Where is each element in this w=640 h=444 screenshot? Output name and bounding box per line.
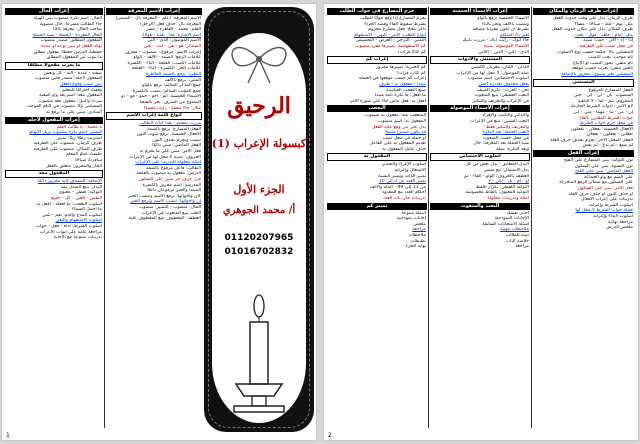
text-line: نون التوكيد: يبنى المضارع على الفتح bbox=[563, 158, 633, 164]
p2-left-column bbox=[327, 7, 427, 428]
text-line: تنبيه للطالب bbox=[505, 233, 529, 238]
text-line: مبتدأ - مفعول به - ظرف bbox=[379, 81, 426, 87]
p1-right-column bbox=[106, 7, 202, 428]
text-line: سرتُ والنيلَ: مفعول معه منصوب bbox=[38, 98, 102, 104]
text-line: نون النسوة: يبنى على السكون bbox=[574, 163, 633, 169]
text-line: أو جملة في محل نصب bbox=[382, 135, 426, 141]
text-line: لغير ياء المتكلم bbox=[499, 32, 529, 38]
text-line: قد يكون ضميرًا متصلًا bbox=[385, 130, 426, 136]
text-line: الفعل المعتل الآخر: يجزم بحذف حرف العلة bbox=[550, 137, 633, 143]
cover-panel bbox=[204, 7, 314, 432]
cover-part: الجزء الأول bbox=[233, 183, 285, 196]
text-line: ظرف المكان: منصوب على الظرفية bbox=[33, 146, 102, 152]
text-line: الأفعال الخمسة: ترفع بثبوت النون bbox=[136, 132, 201, 138]
text-line: التمييز: اسم نكرة منصوب يزيل الإبهام bbox=[29, 130, 102, 136]
p2-middle-column bbox=[430, 7, 530, 428]
text-line: البدل: يتبع المبدل منه bbox=[60, 184, 102, 190]
text-line: تدريبات متنوعة مع الإجابة bbox=[53, 235, 102, 241]
text-line: جلستُ أمامَ المعلمِ bbox=[66, 152, 102, 158]
text-line: مراجعة bbox=[515, 244, 529, 250]
text-line: المفعول المطلق: مصدر منصوب bbox=[40, 38, 102, 44]
text-line: النعت الجملة: بعد النكرة bbox=[482, 130, 529, 136]
text-line: أحكام العدد مع المعدود bbox=[382, 190, 426, 196]
text-line: المعرفة بأل: حذف فعل (الرجل) bbox=[139, 21, 201, 27]
text-line: مثل: أمام - خلف - فوق - تحت bbox=[574, 32, 633, 38]
text-line: تنصب وتجزم بحذف النون bbox=[152, 137, 201, 143]
text-line: الضمائر: هو - هي - أنت - نحن bbox=[143, 43, 201, 49]
text-line: اختبر نفسك bbox=[506, 210, 529, 216]
page-number: 2 bbox=[328, 432, 332, 439]
page-1 bbox=[2, 4, 316, 440]
text-line: كم الخبرية: تمييزها مجرور bbox=[376, 65, 426, 71]
p2-right-column bbox=[533, 7, 634, 428]
column-divider bbox=[531, 7, 532, 428]
text-line: أفعل به: فعل ماض جاء على صورة الأمر bbox=[349, 98, 426, 104]
text-line: إن - من - ما - مهما - متى - أين bbox=[573, 109, 633, 115]
text-line: العطف بالحروف: الواو - الفاء - ثم bbox=[463, 173, 529, 179]
text-line: البدل المطابق - بدل بعض من كل bbox=[465, 162, 529, 168]
text-line: تطبيقات bbox=[410, 238, 426, 244]
text-line: ظرف الزمان: منصوب على الظرفية bbox=[33, 141, 102, 147]
text-line: أسلوب التعجب: ما أفعله - أفعل به bbox=[36, 201, 102, 207]
text-line: النعت يتبع المنعوت في الإعراب bbox=[141, 210, 201, 216]
section-heading: التعجب bbox=[327, 105, 427, 112]
text-line: صلة الموصول: لا محل لها من الإعراب bbox=[456, 70, 529, 76]
section-heading: إعراب الحال bbox=[5, 8, 103, 15]
text-line: أسلوب الاستفهام والنفي bbox=[55, 218, 102, 224]
text-line: في الإعراب والتعريف والتنكير bbox=[472, 98, 529, 104]
text-line: كان وأخواتها: ترفع الاسم وتنصب الخبر bbox=[128, 193, 201, 199]
text-line: سافرتُ صباحًا bbox=[75, 158, 102, 164]
column-divider bbox=[104, 7, 105, 428]
text-line: أسلوب الاختصاص: اسم منصوب bbox=[467, 76, 529, 82]
text-line: خلاصة الباب bbox=[505, 238, 529, 244]
text-line: اللذان - اللتان: معربان كالمثنى bbox=[470, 65, 529, 71]
text-line: المستثنى بإلا: حكمه حسب نوع الأسلوب bbox=[557, 49, 633, 55]
text-line: الفعل المضارع: يرفع بالضمة bbox=[147, 126, 201, 132]
text-line: في محل جزم جواب الشرط bbox=[579, 121, 633, 127]
text-line: المبتدأ والخبر مرفوعان دائمًا bbox=[147, 188, 201, 194]
text-line: الفعل المضارع المرفوع bbox=[588, 87, 633, 93]
text-line: تفعلين - يفعلون - تفعلان bbox=[586, 132, 633, 138]
text-line: الطالبُ: فاعل مرفوع بالضمة bbox=[146, 165, 201, 171]
text-line: فعل الأمر: يبنى على السكون bbox=[577, 186, 633, 192]
section-heading: المفعول به bbox=[327, 153, 427, 161]
text-line: المنادى: مبني على ما يرفع به bbox=[46, 109, 102, 115]
text-line: تمييز الذات وتمييز النسبة bbox=[378, 173, 426, 179]
text-line: الفعل الماضي: يبنى على الفتح bbox=[575, 169, 633, 175]
text-line: تام منفي: يجوز النصب أو الإتباع bbox=[573, 60, 633, 66]
text-line: الدرسَ: مفعول به منصوب بالفتحة bbox=[136, 171, 201, 177]
text-line: في: حرف جر مبني على السكون bbox=[138, 177, 201, 183]
text-line: أو حذف النون أو حذف حرف العلة bbox=[568, 191, 633, 197]
cover-author: أ/ محمد الجوهري bbox=[222, 205, 296, 216]
p1-left-column bbox=[5, 7, 103, 428]
text-line: علامات الرفع: الضمة - الألف - الواو bbox=[133, 55, 201, 61]
text-line: الأسماء الموصولة: مبنية bbox=[483, 43, 529, 49]
text-line: ملخص bbox=[413, 221, 426, 227]
text-line: تدريبات على باب العدد bbox=[382, 196, 426, 202]
text-line: لم يسعَ - لم يدعُ - لم يقضِ bbox=[582, 143, 633, 149]
text-line: المستثنى بإلا: منصوب في التام الموجب bbox=[26, 104, 102, 110]
section-heading: إعراب الأسماء الموصولة bbox=[430, 105, 530, 112]
text-line: أنواع الطلب: الأمر - النهي - الاستفهام bbox=[354, 32, 426, 38]
text-line: ملاحظات مهمة bbox=[500, 227, 529, 233]
text-line: المتعجب منه: مفعول به منصوب bbox=[364, 113, 426, 119]
text-line: أمثلة وتدريبات محلولة bbox=[487, 196, 529, 202]
text-line: يدل على من وقع عليه الفعل bbox=[371, 124, 426, 130]
section-heading: ما يعرب مفعولًا مطلقًا bbox=[5, 62, 103, 70]
text-line: مراجعة عامة على أبواب الإعراب bbox=[39, 229, 102, 235]
text-line: مثال: جاء محمدٌ - رأيت محمدًا bbox=[143, 105, 201, 111]
text-line: اشتريت رطلًا زيتًا: تمييز bbox=[57, 135, 102, 141]
text-line: الاشتغال وإعرابه bbox=[394, 168, 426, 174]
text-line: أسلوب الشرط وإعرابه bbox=[589, 202, 633, 208]
text-line: علامات الجر: الكسرة - الياء - الفتحة bbox=[131, 66, 201, 72]
text-line: أسلوب المدح والذم: نعم - بئس bbox=[42, 212, 102, 218]
text-line: كم كتابٍ قرأت! bbox=[396, 70, 426, 76]
text-line: وقفتُ احترامًا للمعلم bbox=[62, 87, 102, 93]
text-line: والتعريف والتنكير فقط bbox=[486, 124, 529, 130]
cover-phone-1: 01120207965 bbox=[224, 233, 294, 243]
text-line: ما أجملَ السماءَ bbox=[71, 207, 102, 213]
text-line: الفعل الماضي: مبني دائمًا bbox=[152, 143, 201, 149]
text-line: المنصوب: بأن - لن - كي - حتى bbox=[573, 93, 633, 99]
text-line: ما أفعلَ: ما نكرة تامة مبتدأ bbox=[374, 93, 426, 99]
text-line: بدل الاشتمال: مع ضمير bbox=[484, 168, 529, 174]
text-line: يجزم المضارع إذا وقع جوابًا للطلب bbox=[360, 16, 426, 21]
text-line: المفعول به: اسم منصوب bbox=[378, 118, 426, 124]
text-line: مثل: يوم - ليلة - صباحًا - مساءً bbox=[574, 21, 633, 27]
section-heading: إعراب الاسم المعرفة bbox=[106, 8, 202, 15]
text-line: النعت الحقيقي: يتبع المنعوت bbox=[474, 93, 529, 99]
text-line: مررت بمحمدٍ - هذا كتابُ الطالبِ bbox=[139, 121, 201, 127]
section-heading: أسلوب الاختصاص bbox=[430, 153, 530, 161]
text-line: يا محمدُ - يا طالبَ العلمِ bbox=[56, 124, 102, 130]
text-line: إذا - إذ - الآن - حيث: مبنية bbox=[583, 38, 633, 44]
text-line: ملخص الدرس bbox=[606, 225, 633, 231]
text-line: المفعول معه: اسم بعد واو المعية bbox=[39, 93, 102, 99]
section-heading: النعت والمنعوت bbox=[430, 203, 530, 210]
text-line: الجار والمجرور: متعلق بالفعل bbox=[45, 163, 102, 169]
text-line: في محل حسب المنعوت bbox=[482, 135, 529, 141]
text-line: الحال المفردة - الجملة - شبه الجملة bbox=[32, 32, 102, 38]
text-line: وبعد النكرة: صفة bbox=[496, 146, 529, 152]
text-line: يبين سبب وقوع الفعل bbox=[60, 81, 102, 87]
text-line: النعت السببي: يتبع في الإعراب bbox=[470, 118, 529, 124]
text-line: الحال: منصوب - التمييز: منصوب bbox=[138, 205, 201, 210]
text-line: الممنوع من الصرف: يجر بالفتحة bbox=[139, 99, 201, 105]
text-line: الإجابات النموذجية bbox=[494, 216, 529, 222]
text-line: أمثلة محلولة للتدريب على الإعراب bbox=[135, 160, 201, 166]
text-line: إن وأخواتها: تنصب الاسم وترفع الخبر bbox=[130, 199, 201, 205]
text-line: المجزوم: بلم - لما - لا الناهية bbox=[577, 98, 633, 104]
text-line: أسئلة الامتحانات السابقة bbox=[482, 221, 529, 227]
text-line: أسلوب الإغراء والتحذير bbox=[381, 162, 426, 168]
text-line: الأسماء الخمسة ترفع بالواو bbox=[477, 16, 529, 21]
text-line: من 11 إلى 99 - المئة والألف bbox=[369, 184, 426, 190]
text-line: جاء الطالبُ مسرعًا: حال منصوبة bbox=[39, 21, 102, 27]
text-line: صاحب الحال: معرفة غالبًا bbox=[53, 27, 102, 33]
text-line: المثنى: يرفع بالألف bbox=[164, 77, 201, 83]
text-line: على السكون مع ضمائر الرفع المتحركة bbox=[559, 180, 633, 186]
text-line: إعراب كم حسب موقعها في الجملة bbox=[358, 76, 426, 82]
text-line: الحروف: مبنية لا محل لها من الإعراب bbox=[129, 154, 201, 160]
cover-title: الرحيق bbox=[227, 93, 291, 119]
text-line: إعراب الاسم: مرفوع - منصوب - مجرور bbox=[125, 49, 201, 55]
text-line: الأسماء الخمسة: أبو - أخو - حمو - فو - ذو bbox=[121, 94, 201, 100]
section-heading: إعراب الأسماء الخمسة bbox=[430, 8, 530, 15]
section-heading: أنواع كلمة إعراب الاسم bbox=[106, 112, 202, 120]
text-line: شبه الجملة بعد المعرفة: حال bbox=[473, 141, 529, 147]
text-line: كم كتابًا قرأت؟ bbox=[397, 49, 426, 55]
text-line: لام الأمر - أدوات الشرط الجازمة bbox=[570, 104, 633, 110]
text-line: أسلوب النداء وإعرابه bbox=[593, 214, 633, 219]
text-line: تقديم المفعول به على الفاعل bbox=[369, 141, 426, 147]
text-line: صفته - عدده - آلته - كل وبعض bbox=[43, 70, 102, 76]
text-line: وتنصب بالألف وتجر بالياء bbox=[481, 21, 529, 27]
text-line: في محل نصب على الظرفية bbox=[579, 43, 633, 49]
text-line: بشرط أن تكون مفردة مضافة bbox=[472, 27, 529, 33]
page-2 bbox=[324, 4, 638, 440]
text-line: ما ينوب عن المفعول المطلق bbox=[46, 55, 102, 61]
text-line: المستثنى بغير وسوى: مجرور بالإضافة bbox=[561, 71, 633, 77]
text-line: العطف: المعطوف يتبع المعطوف عليه bbox=[128, 216, 201, 222]
text-line: إجابات نموذجية bbox=[396, 216, 426, 222]
text-line: نحن - العربَ - نكرم الضيف bbox=[476, 87, 529, 93]
column-divider bbox=[428, 7, 429, 428]
text-line: ظرف المكان: يدل على مكان حدوث الفعل bbox=[551, 27, 633, 33]
text-line: تمييز العدد من 3 إلى 10 bbox=[378, 179, 426, 185]
text-line: جمع المؤنث السالم: ينصب بالكسرة bbox=[132, 88, 201, 94]
text-line: اسم الإشارة: هذا - هذه - هؤلاء bbox=[142, 32, 201, 38]
text-line: أسلوب الشرط: أداة - فعل - جواب bbox=[35, 224, 102, 229]
section-heading: تمييز كم bbox=[327, 203, 427, 210]
section-heading: المستثنى والأدوات bbox=[430, 56, 530, 64]
text-line: الأفعال الخمسة: يفعلان - تفعلون bbox=[571, 126, 633, 132]
text-line: المفعول لأجله: مصدر قلبي منصوب bbox=[35, 76, 102, 82]
text-line: ناقص منفي: يعرب حسب موقعه bbox=[571, 66, 633, 72]
text-line: المفرد: يرفع بالضمة الظاهرة bbox=[145, 71, 201, 77]
text-line: الاسم المعرفة: (علم - المعرفة بأل - الضمير) bbox=[115, 16, 201, 21]
text-line: المدرسةِ: اسم مجرور بالكسرة bbox=[142, 182, 201, 188]
section-heading: جزم المضارع في جواب الطلب bbox=[327, 8, 427, 15]
text-line: التوكيد: لفظي - معنوي bbox=[58, 190, 102, 196]
text-line: جاء أبوك - رأيت أباك - مررت بأبيك bbox=[462, 38, 529, 44]
cover-subtitle: كبسولة الإعراب (1) bbox=[211, 137, 307, 150]
text-line: تدريبات على إعراب الأفعال bbox=[581, 197, 633, 203]
section-heading: إعراب كم bbox=[327, 56, 427, 64]
text-line: فعل الأمر: مبني على ما يجزم به bbox=[139, 149, 201, 155]
section-heading: إعراب الفعل bbox=[533, 150, 634, 157]
text-line: التمني - الترجي - العرض - التحضيض bbox=[356, 38, 426, 44]
text-line: حفظتُ الدرسَ حفظًا: مفعول مطلق bbox=[33, 49, 102, 55]
text-line: التوكيد المعنوي: بألفاظ مخصوصة bbox=[465, 190, 529, 196]
text-line: مراجعة bbox=[412, 227, 426, 233]
text-line: بفعل محذوف تقديره أخص bbox=[478, 81, 529, 87]
text-line: الذي - التي - الذين - اللاتي bbox=[478, 49, 529, 55]
text-line: العلم: محمد - القاهرة - مصر bbox=[146, 27, 201, 33]
text-line: جمع المذكر السالم: يرفع بالواو bbox=[142, 83, 201, 89]
text-line: حذف عامل المفعول به bbox=[382, 146, 426, 152]
cover-phone-2: 01016702832 bbox=[224, 247, 294, 257]
text-line: والتذكير والتأنيث والإفراد bbox=[482, 113, 529, 119]
text-line: أو - أم - بل - لكن - لا bbox=[488, 179, 529, 185]
text-line: ذاكر تنجحْ: فعل مضارع مجزوم bbox=[368, 27, 426, 33]
text-line: علامات النصب: الفتحة - الياء - الكسرة bbox=[127, 60, 201, 66]
text-line: جواب الشرط المقترن بالفاء bbox=[579, 115, 633, 121]
text-line: صيغ التعجب القياسية bbox=[386, 87, 426, 93]
text-line: التوكيد اللفظي: تكرار اللفظ bbox=[475, 184, 529, 190]
text-line: النفس - العين - كل - جميع bbox=[51, 196, 102, 202]
text-line: الحال: اسم نكرة منصوب يبين الهيئة bbox=[33, 16, 102, 21]
section-heading: إعراب المفعول لأجله bbox=[5, 117, 103, 124]
text-line: ظرف الزمان: يدل على وقت حدوث الفعل bbox=[552, 16, 633, 21]
section-heading: المفعول معه bbox=[5, 170, 103, 178]
text-line: كم الاستفهامية: تمييزها مفرد منصوب bbox=[355, 43, 426, 49]
text-line: الاسم الموصول: الذي - التي bbox=[147, 38, 201, 44]
text-line: جملة جواب الشرط لا محل لها bbox=[575, 208, 633, 214]
text-line: أسئلة متنوعة bbox=[401, 210, 426, 216]
text-line: تام موجب: يجب النصب bbox=[588, 55, 633, 61]
section-heading: المستثنى bbox=[533, 79, 634, 87]
text-line: على الضم مع واو الجماعة bbox=[583, 174, 633, 180]
text-line: نهاية الجزء bbox=[405, 244, 426, 250]
text-line: الإضافة: المضاف إليه مجرور دائمًا bbox=[37, 179, 102, 185]
text-line: ملاحظات bbox=[408, 233, 426, 238]
bow-ornament-icon bbox=[204, 37, 314, 87]
text-line: بشرط سقوط الفاء وقصد الجزاء bbox=[364, 21, 426, 27]
page-number: 1 bbox=[6, 432, 10, 439]
section-heading: إعراب ظرف الزمان والمكان bbox=[533, 8, 634, 15]
text-line: مراجعة نهائية bbox=[607, 219, 633, 225]
text-line: يؤكد الفعل أو يبين نوعه أو عدده bbox=[41, 43, 102, 49]
candle-icon bbox=[204, 292, 314, 422]
